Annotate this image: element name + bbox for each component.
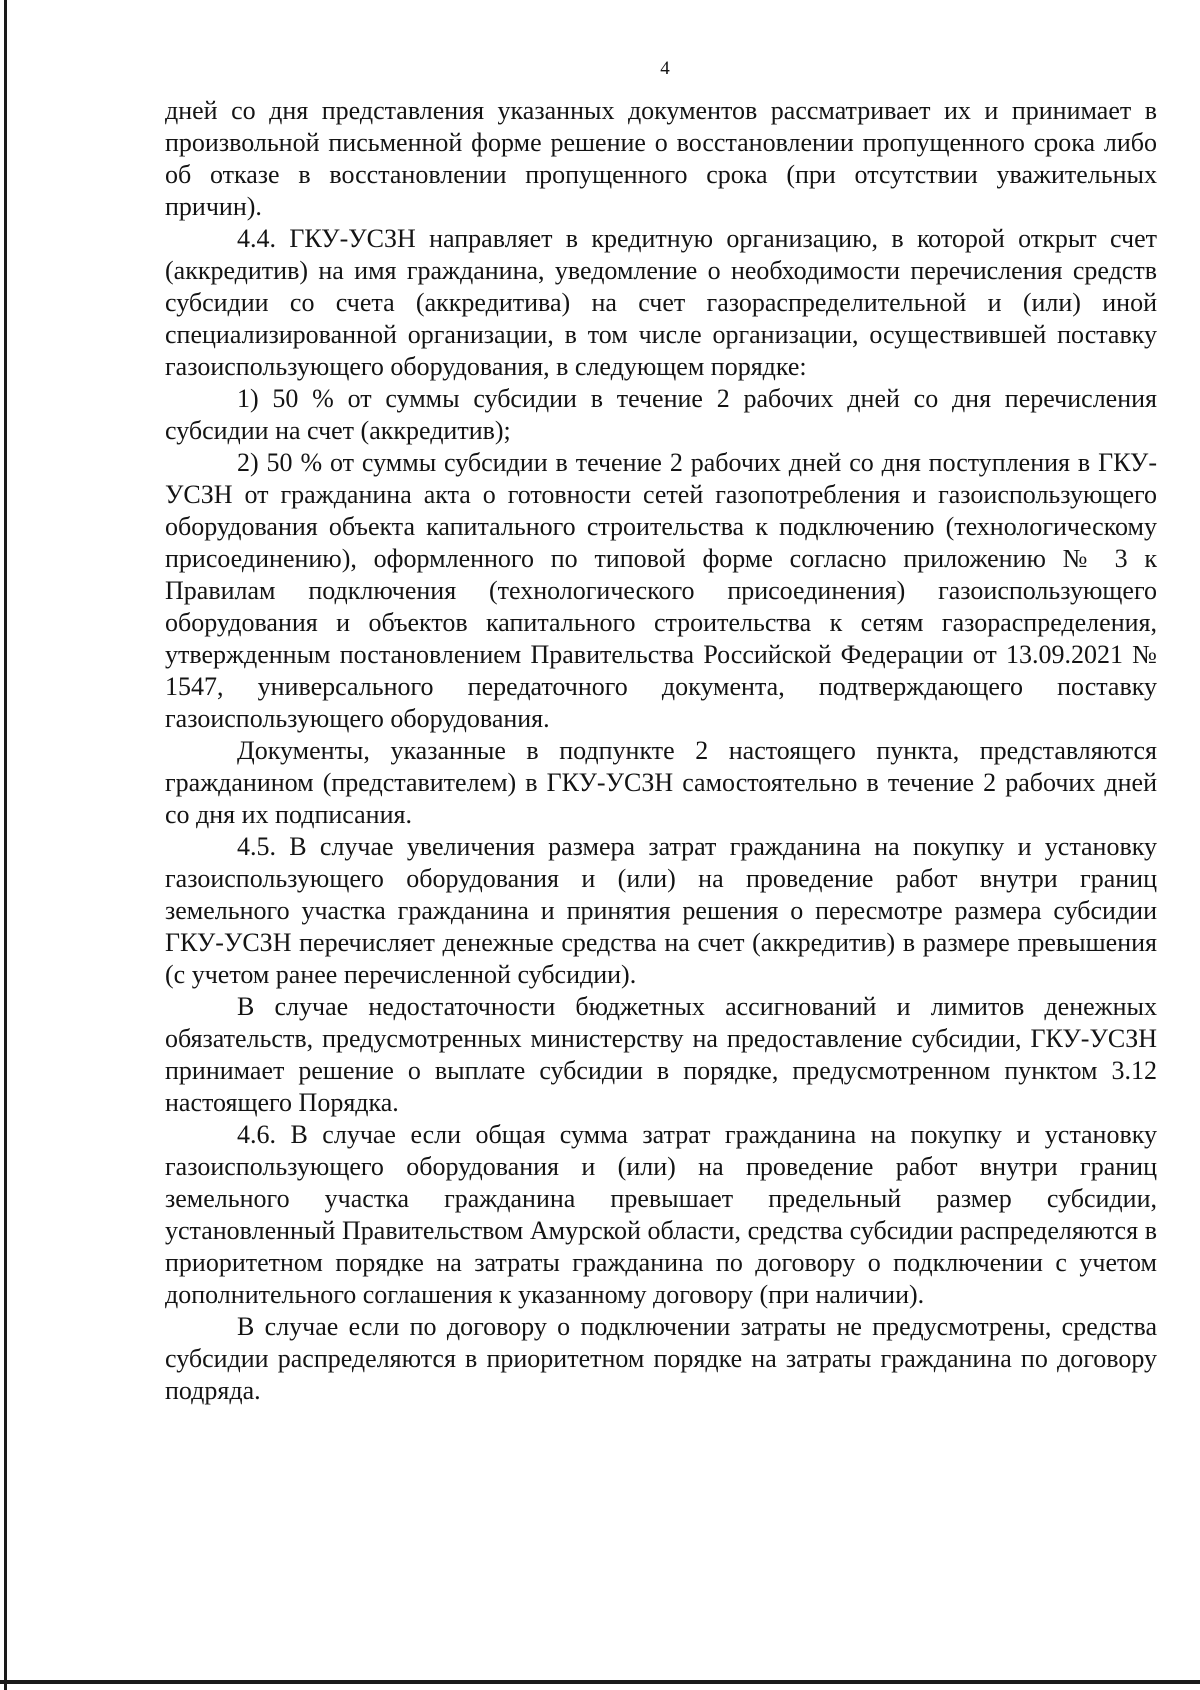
paragraph-4-5: 4.5. В случае увеличения размера затрат гражданина на покупку и установку газоиспользующего оборудования и (или) на проведение работ внутри границ земельного участка гражданина и принятия решения о пересмотре размера субсидии ГКУ-УСЗН перечисляет денежные средства на счет (аккредитив) в размере превышения (с учетом ранее перечисленной субсидии).: [165, 832, 1157, 989]
paragraph-contract-costs: В случае если по договору о подключении затраты не предусмотрены, средства субсидии распределяются в приоритетном порядке на затраты гражданина по договору подряда.: [165, 1312, 1157, 1405]
paragraph-4-4-item-2: 2) 50 % от суммы субсидии в течение 2 рабочих дней со дня поступления в ГКУ-УСЗН от гражданина акта о готовности сетей газопотребления и газоиспользующего оборудования объекта капитального строительства к подключению (технологическому присоединению), оформленного по типовой форме согласно приложению № 3 к Правилам подключения (технологического присоединения) газоиспользующего оборудования и объектов капитального строительства к сетям газораспределения, утвержденным постановлением Правительства Российской Федерации от 13.09.2021 № 1547, универсального передаточного документа, подтверждающего поставку газоиспользующего оборудования.: [165, 448, 1157, 733]
paragraph-documents-note: Документы, указанные в подпункте 2 настоящего пункта, представляются гражданином (представителем) в ГКУ-УСЗН самостоятельно в течение 2 рабочих дней со дня их подписания.: [165, 736, 1157, 829]
document-body: [165, 95, 1157, 1407]
paragraph-4-4-item-1: 1) 50 % от суммы субсидии в течение 2 рабочих дней со дня перечисления субсидии на счет (аккредитив);: [165, 384, 1157, 445]
paragraph-insufficient-funds: В случае недостаточности бюджетных ассигнований и лимитов денежных обязательств, предусмотренных министерству на предоставление субсидии, ГКУ-УСЗН принимает решение о выплате субсидии в порядке, предусмотренном пунктом 3.12 настоящего Порядка.: [165, 992, 1157, 1117]
paragraph-4-4: 4.4. ГКУ-УСЗН направляет в кредитную организацию, в которой открыт счет (аккредитив) на имя гражданина, уведомление о необходимости перечисления средств субсидии со счета (аккредитива) на счет газораспределительной и (или) иной специализированной организации, в том числе организации, осуществившей поставку газоиспользующего оборудования, в следующем порядке:: [165, 224, 1157, 381]
scan-bottom-edge: [0, 1680, 1200, 1684]
page-number: 4: [660, 58, 670, 79]
scan-left-edge: [4, 0, 7, 1690]
paragraph-4-6: 4.6. В случае если общая сумма затрат гражданина на покупку и установку газоиспользующего оборудования и (или) на проведение работ внутри границ земельного участка гражданина превышает предельный размер субсидии, установленный Правительством Амурской области, средства субсидии распределяются в приоритетном порядке на затраты гражданина по договору о подключении с учетом дополнительного соглашения к указанному договору (при наличии).: [165, 1120, 1157, 1309]
paragraph-continuation: дней со дня представления указанных документов рассматривает их и принимает в произвольной письменной форме решение о восстановлении пропущенного срока либо об отказе в восстановлении пропущенного срока (при отсутствии уважительных причин).: [165, 96, 1157, 221]
